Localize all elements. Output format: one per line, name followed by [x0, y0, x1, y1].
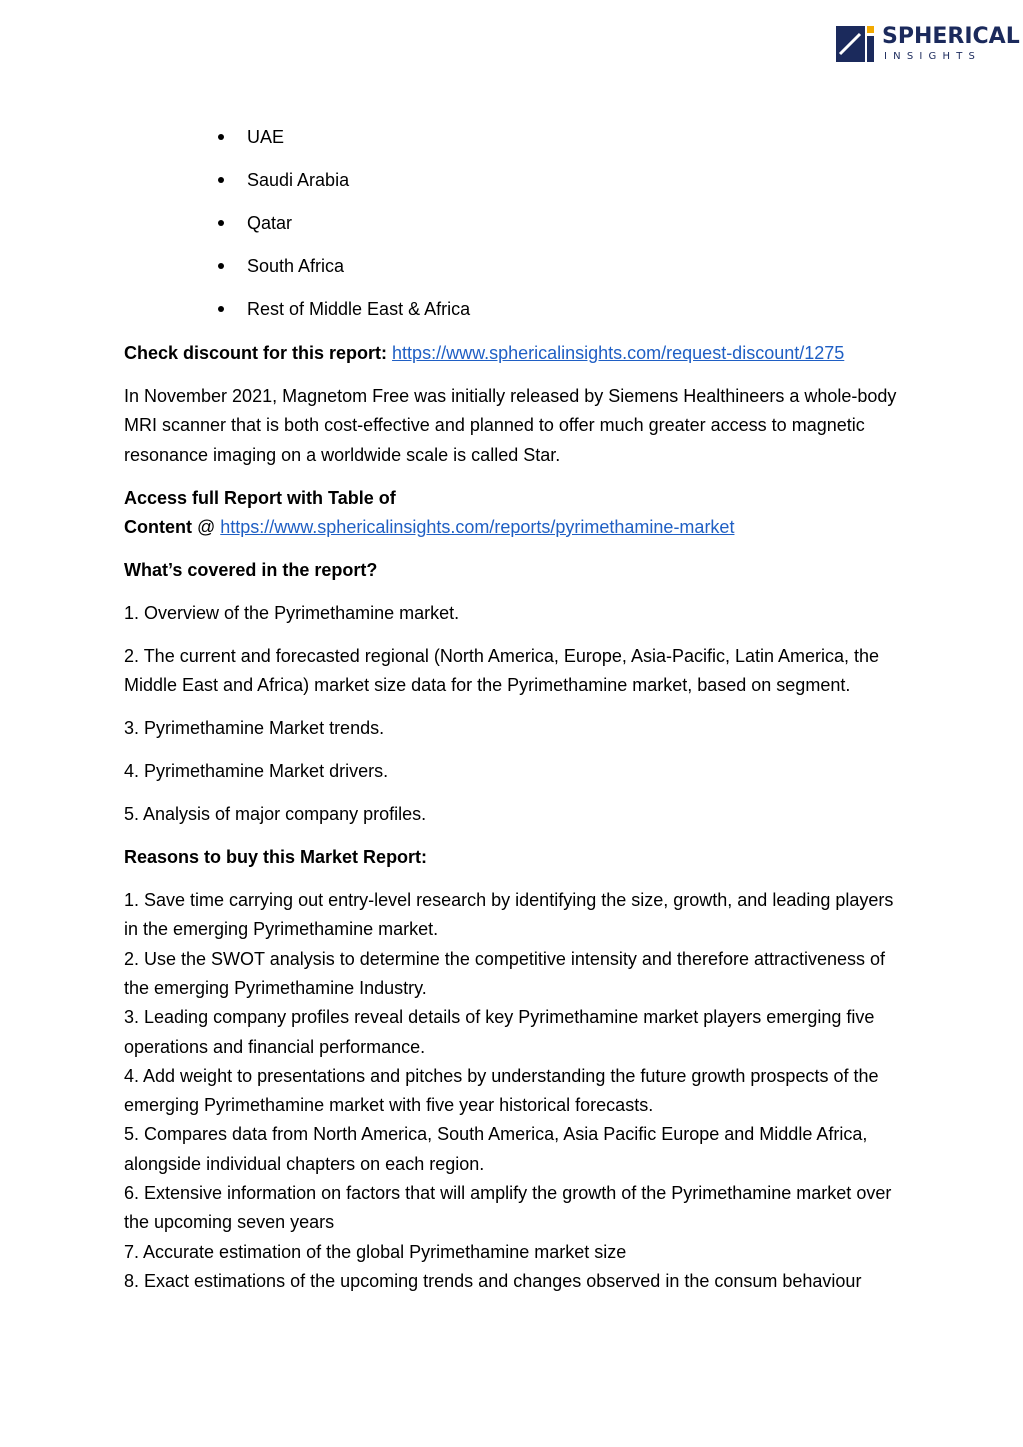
covered-item: 3. Pyrimethamine Market trends. — [124, 718, 385, 739]
report-body — [124, 339, 904, 1296]
reasons-list — [124, 886, 904, 1296]
reason-item: 5. Compares data from North America, South America, Asia Pacific Europe and Middle Africa, alongside individual chapters on each region. — [124, 1124, 868, 1174]
reasons-heading: Reasons to buy this Market Report: — [124, 847, 428, 868]
reason-item: 2. Use the SWOT analysis to determine the competitive intensity and therefore attractiveness of the emerging Pyrimethamine Industry. — [124, 948, 886, 998]
discount-label: Check discount for this report: — [124, 343, 388, 363]
covered-item: 4. Pyrimethamine Market drivers. — [124, 761, 389, 782]
report-link[interactable]: https://www.sphericalinsights.com/reports/pyrimethamine-market — [220, 516, 735, 537]
reason-item: 3. Leading company profiles reveal details of key Pyrimethamine market players emerging five operations and financial performance. — [124, 1007, 875, 1057]
list-item: Qatar — [215, 210, 470, 253]
news-paragraph: In November 2021, Magnetom Free was initially released by Siemens Healthineers a whole-body MRI scanner that is both cost-effective and planned to offer much greater access to magnetic resonance imaging on a worldwide scale is called Star. — [124, 385, 897, 465]
reason-item: 7. Accurate estimation of the global Pyrimethamine market size — [124, 1241, 627, 1262]
covered-item: 1. Overview of the Pyrimethamine market. — [124, 602, 460, 623]
logo-mark-icon — [836, 26, 874, 62]
list-item: South Africa — [215, 253, 470, 296]
logo-wordmark: SPHERICAL — [882, 24, 1020, 49]
region-bullet-list — [215, 124, 470, 339]
logo-subtitle: INSIGHTS — [884, 51, 982, 62]
discount-link[interactable]: https://www.sphericalinsights.com/request-discount/1275 — [392, 343, 845, 363]
covered-item: 2. The current and forecasted regional (North America, Europe, Asia-Pacific, Latin America, the Middle East and Africa) market size data for the Pyrimethamine market, based on segment. — [124, 645, 880, 696]
spherical-insights-logo — [836, 24, 1020, 64]
bullet-icon — [218, 134, 224, 140]
covered-heading: What’s covered in the report? — [124, 559, 378, 580]
list-item: Rest of Middle East & Africa — [215, 296, 470, 339]
reason-item: 4. Add weight to presentations and pitches by understanding the future growth prospects of the emerging Pyrimethamine market with five year historical forecasts. — [124, 1065, 879, 1116]
access-at: @ — [191, 516, 221, 537]
list-item: UAE — [215, 124, 470, 167]
access-line — [124, 484, 904, 543]
bullet-icon — [218, 263, 224, 269]
covered-item: 5. Analysis of major company profiles. — [124, 804, 427, 825]
access-label-line1: Access full Report with Table of — [124, 487, 396, 508]
access-label-line2: Content — [124, 516, 192, 537]
discount-line — [124, 339, 904, 368]
bullet-icon — [218, 306, 224, 312]
reason-item: 6. Extensive information on factors that will amplify the growth of the Pyrimethamine market over the upcoming seven years — [124, 1183, 892, 1233]
bullet-icon — [218, 177, 224, 183]
reason-item: 1. Save time carrying out entry-level research by identifying the size, growth, and leading players in the emerging Pyrimethamine market. — [124, 890, 894, 940]
bullet-icon — [218, 220, 224, 226]
reason-item: 8. Exact estimations of the upcoming trends and changes observed in the consum behaviour — [124, 1270, 862, 1291]
list-item: Saudi Arabia — [215, 167, 470, 210]
